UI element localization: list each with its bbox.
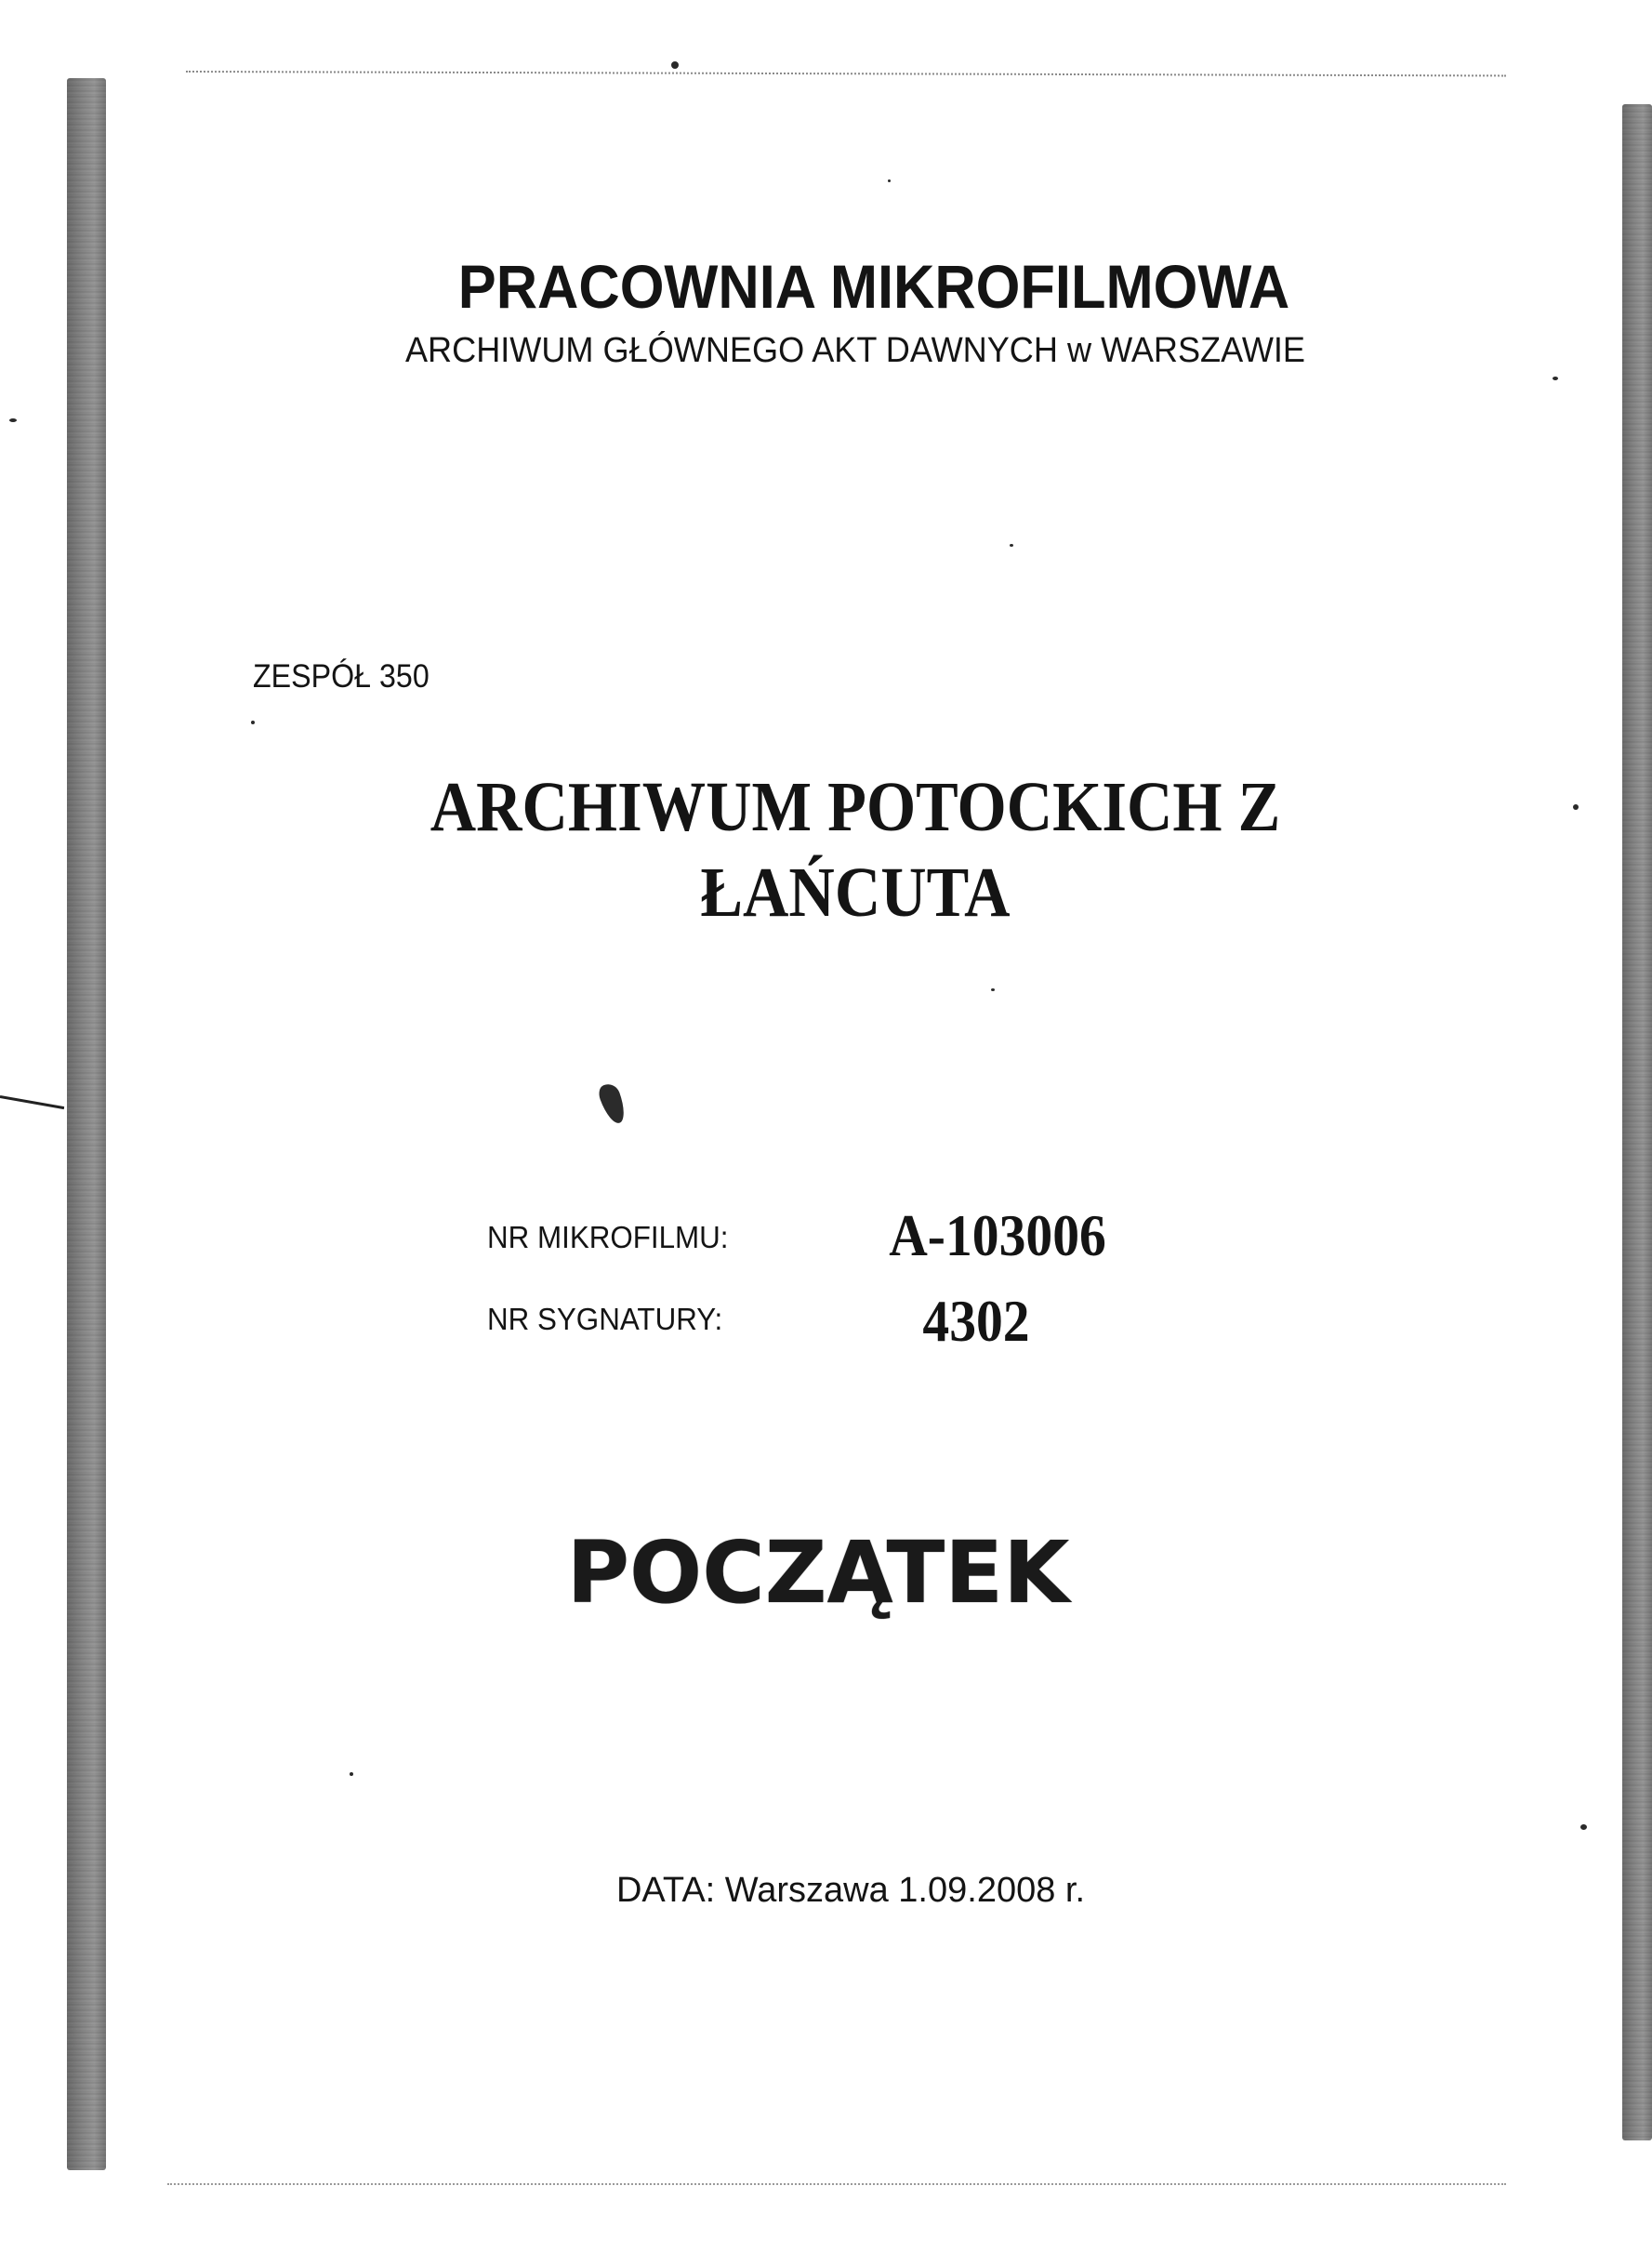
header-subtitle: ARCHIWUM GŁÓWNEGO AKT DAWNYCH w WARSZAWIE [404,331,1306,370]
microfilm-number-value: A-103006 [889,1202,1106,1268]
header-title: PRACOWNIA MIKROFILMOWA [457,252,1290,321]
signature-number-label: NR SYGNATURY: [487,1302,723,1336]
collection-title [337,764,1374,935]
collection-title-line-2: ŁAŃCUTA [700,854,1011,932]
scan-speck [1573,804,1579,810]
start-marker: POCZĄTEK [566,1523,1070,1623]
scan-speck [888,179,891,182]
scan-edge-top [186,71,1506,76]
ink-blot [596,1081,629,1127]
scan-speck [991,988,995,991]
scan-speck [251,721,255,724]
signature-number-value: 4302 [922,1288,1030,1354]
date-line: DATA: Warszawa 1.09.2008 r. [615,1871,1086,1910]
film-border-right [1622,104,1652,2140]
scan-artifact-line [0,1095,64,1109]
collection-number: ZESPÓŁ 350 [253,658,430,695]
microfilm-number-label: NR MIKROFILMU: [487,1220,729,1254]
scan-speck [671,61,679,69]
film-border-left [67,78,106,2170]
collection-title-line-1: ARCHIWUM POTOCKICH Z [430,768,1281,846]
scan-speck [350,1772,353,1776]
scan-speck [1010,544,1013,547]
scan-speck [1553,377,1558,380]
scan-speck [9,418,17,422]
scan-speck [1580,1824,1587,1830]
scan-edge-bottom [167,2183,1506,2185]
